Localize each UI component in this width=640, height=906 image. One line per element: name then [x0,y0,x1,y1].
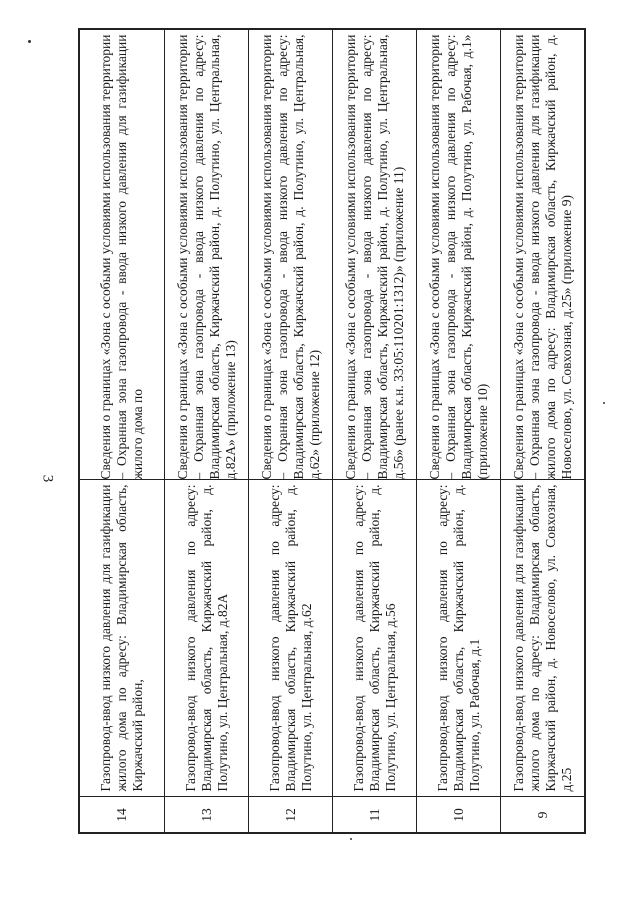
scan-speck [28,40,31,43]
zone-info-text: Сведения о границах «Зона с особыми условиями использования территории – Охранная зона газопровода - ввода низкого давления по адресу: Владимирская область, Киржачский район, д. Полутино, ул. Центральная, д.62» (приложение 12) [258,34,322,479]
row-number: 13 [198,807,214,822]
row-number-cell [333,796,416,832]
scan-speck [350,838,352,840]
object-cell [501,479,584,796]
scan-speck [603,402,605,404]
zone-info-cell [165,30,248,483]
zone-info-text: Сведения о границах «Зона с особыми условиями использования территории – Охранная зона газопровода - ввода низкого давления для газификации жилого дома по [98,34,145,479]
object-cell [333,479,416,796]
table-row [164,30,248,832]
object-cell [80,479,164,796]
object-text: Газопровод-ввод низкого давления для газификации жилого дома по адресу: Владимирская область, Киржачский район, д. Новоселово, ул. Совхозная, д.25 [510,484,574,792]
zone-info-text: Сведения о границах «Зона с особыми условиями использования территории – Охранная зона газопровода - ввода низкого давления по адресу: Владимирская область, Киржачский район, д. Полутино, ул. Центральная, д.56» (ранее к.н. 33:05:110201:1312)» (приложение 11) [342,34,406,479]
object-text: Газопровод-ввод низкого давления по адресу: Владимирская область, Киржачский район, д. Полутино, ул. Центральная, д.56 [350,484,398,792]
row-number: 10 [450,807,466,822]
zone-info-cell [417,30,500,483]
row-number-cell [80,796,164,832]
table-row [416,30,500,832]
row-number: 12 [282,807,298,822]
row-number: 9 [534,811,550,818]
table-row [248,30,332,832]
table-row [80,30,164,832]
object-text: Газопровод-ввод низкого давления для газификации жилого дома по адресу: Владимирская область, Киржачский район, [98,484,145,792]
zone-info-text: Сведения о границах «Зона с особыми условиями использования территории – Охранная зона газопровода - ввода низкого давления по адресу: Владимирская область, Киржачский район, д. Полутино, ул. Рабочая, д.1» (приложение 10) [426,34,490,479]
table-row [332,30,416,832]
object-cell [249,479,332,796]
zone-info-cell [249,30,332,483]
object-cell [417,479,500,796]
row-number-cell [417,796,500,832]
zone-info-text: Сведения о границах «Зона с особыми условиями использования территории – Охранная зона газопровода - ввода низкого давления по адресу: Владимирская область, Киржачский район, д. Полутино, ул. Центральная, д.82А» (приложение 13) [174,34,238,479]
row-number: 14 [114,807,129,822]
object-text: Газопровод-ввод низкого давления по адресу: Владимирская область, Киржачский район, д. Полутино, ул. Рабочая, д.1 [434,484,482,792]
row-number-cell [501,796,584,832]
object-text: Газопровод-ввод низкого давления по адресу: Владимирская область, Киржачский район, д. Полутино, ул. Центральная, д.82А [182,484,230,792]
zone-info-text: Сведения о границах «Зона с особыми условиями использования территории – Охранная зона газопровода - ввода низкого давления для газификации жилого дома по адресу: Владимирская область, Киржачский район, д. Новоселово, ул. Совхозная, д.25» (приложение 9) [510,34,574,479]
page-number: 3 [39,474,56,483]
zones-table [78,28,586,834]
table-row [500,30,584,832]
zone-info-cell [333,30,416,483]
object-cell [165,479,248,796]
zone-info-cell [501,30,584,483]
row-number-cell [165,796,248,832]
object-text: Газопровод-ввод низкого давления по адресу: Владимирская область, Киржачский район, д. Полутино, ул. Центральная, д.62 [266,484,314,792]
row-number-cell [249,796,332,832]
row-number: 11 [366,808,382,821]
zone-info-cell [80,30,164,483]
